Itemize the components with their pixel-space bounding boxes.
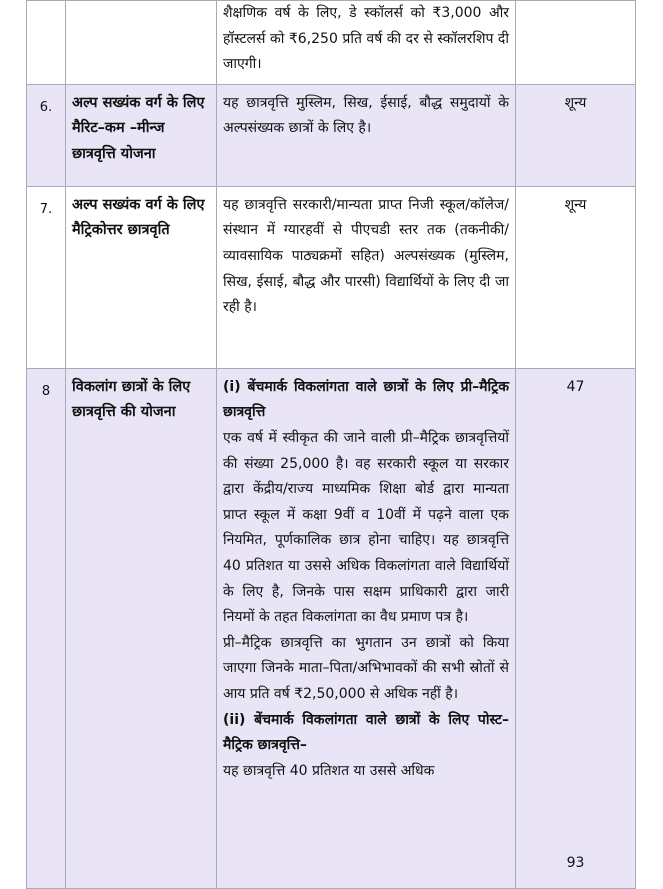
- scheme-title: विकलांग छात्रों के लिए छात्रवृत्ति की योजना: [66, 368, 217, 888]
- subsection-heading: (i) बेंचमार्क विकलांगता वाले छात्रों के लिए प्री–मैट्रिक छात्रवृत्ति: [223, 378, 509, 421]
- table-row: [27, 186, 636, 368]
- subsection-heading: (ii) बेंचमार्क विकलांगता वाले छात्रों के लिए पोस्ट–मैट्रिक छात्रवृत्ति–: [223, 711, 509, 754]
- table-row: [27, 1, 636, 85]
- serial-number: 8: [27, 368, 66, 888]
- scheme-title: अल्प सख्यंक वर्ग के लिए मैरिट–कम –मीन्ज छात्रवृत्ति योजना: [66, 84, 217, 186]
- subsection-paragraph: प्री–मैट्रिक छात्रवृत्ति का भुगतान उन छात्रों को किया जाएगा जिनके माता–पिता/अभिभावकों की सभी स्रोतों से आय प्रति वर्ष ₹2,50,000 से अधिक नहीं है।: [223, 634, 509, 702]
- description-cell: [217, 1, 516, 85]
- scheme-value: शून्य: [516, 186, 636, 368]
- subsection-paragraph: एक वर्ष में स्वीकृत की जाने वाली प्री–मैट्रिक छात्रवृत्तियों की संख्या 25,000 है। वह सरकारी स्कूल या सरकार द्वारा केंद्रीय/राज्य माध्यमिक शिक्षा बोर्ड द्वारा मान्यता प्राप्त स्कूल में कक्षा 9वीं व 10वीं में पढ़ने वाला एक नियमित, पूर्णकालिक छात्र होना चाहिए। यह छात्रवृत्ति 40 प्रतिशत या उससे अधिक विकलांगता वाले विद्यार्थियों के लिए है, जिनके पास सक्षम प्राधिकारी द्वारा जारी नियमों के तहत विकलांगता का वैध प्रमाण पत्र है।: [223, 429, 509, 626]
- scheme-description: यह छात्रवृत्ति मुस्लिम, सिख, ईसाई, बौद्ध समुदायों के अल्पसंख्यक छात्रों के लिए है।: [217, 84, 516, 186]
- scheme-value: 47: [566, 378, 585, 395]
- value-cell: [516, 1, 636, 85]
- serial-number: 7.: [27, 186, 66, 368]
- scheme-value: 93: [566, 854, 585, 871]
- subsection-paragraph: यह छात्रवृत्ति 40 प्रतिशत या उससे अधिक: [223, 762, 435, 779]
- serial-number: 6.: [27, 84, 66, 186]
- title-cell: [66, 1, 217, 85]
- table-row: [27, 84, 636, 186]
- scheme-title: अल्प सख्यंक वर्ग के लिए मैट्रिकोत्तर छात्रवृति: [66, 186, 217, 368]
- scheme-description: यह छात्रवृत्ति सरकारी/मान्यता प्राप्त निजी स्कूल/कॉलेज/संस्थान में ग्यारहवीं से पीएचडी स्तर तक (तकनीकी/व्यावसायिक पाठ्यक्रमों सहित) अल्पसंख्यक (मुस्लिम, सिख, ईसाई, बौद्ध और पारसी) विद्यार्थियों के लिए दी जा रही है।: [217, 186, 516, 368]
- scheme-description: [217, 368, 516, 888]
- description-text: शैक्षणिक वर्ष के लिए, डे स्कॉलर्स को ₹3,000 और हॉस्टलर्स को ₹6,250 प्रति वर्ष की दर से स्कॉलरशिप दी जाएगी।: [223, 5, 509, 73]
- table-row: [27, 368, 636, 888]
- serial-cell: [27, 1, 66, 85]
- scheme-value-cell: [516, 368, 636, 888]
- scholarship-table: [26, 0, 636, 889]
- scheme-value: शून्य: [516, 84, 636, 186]
